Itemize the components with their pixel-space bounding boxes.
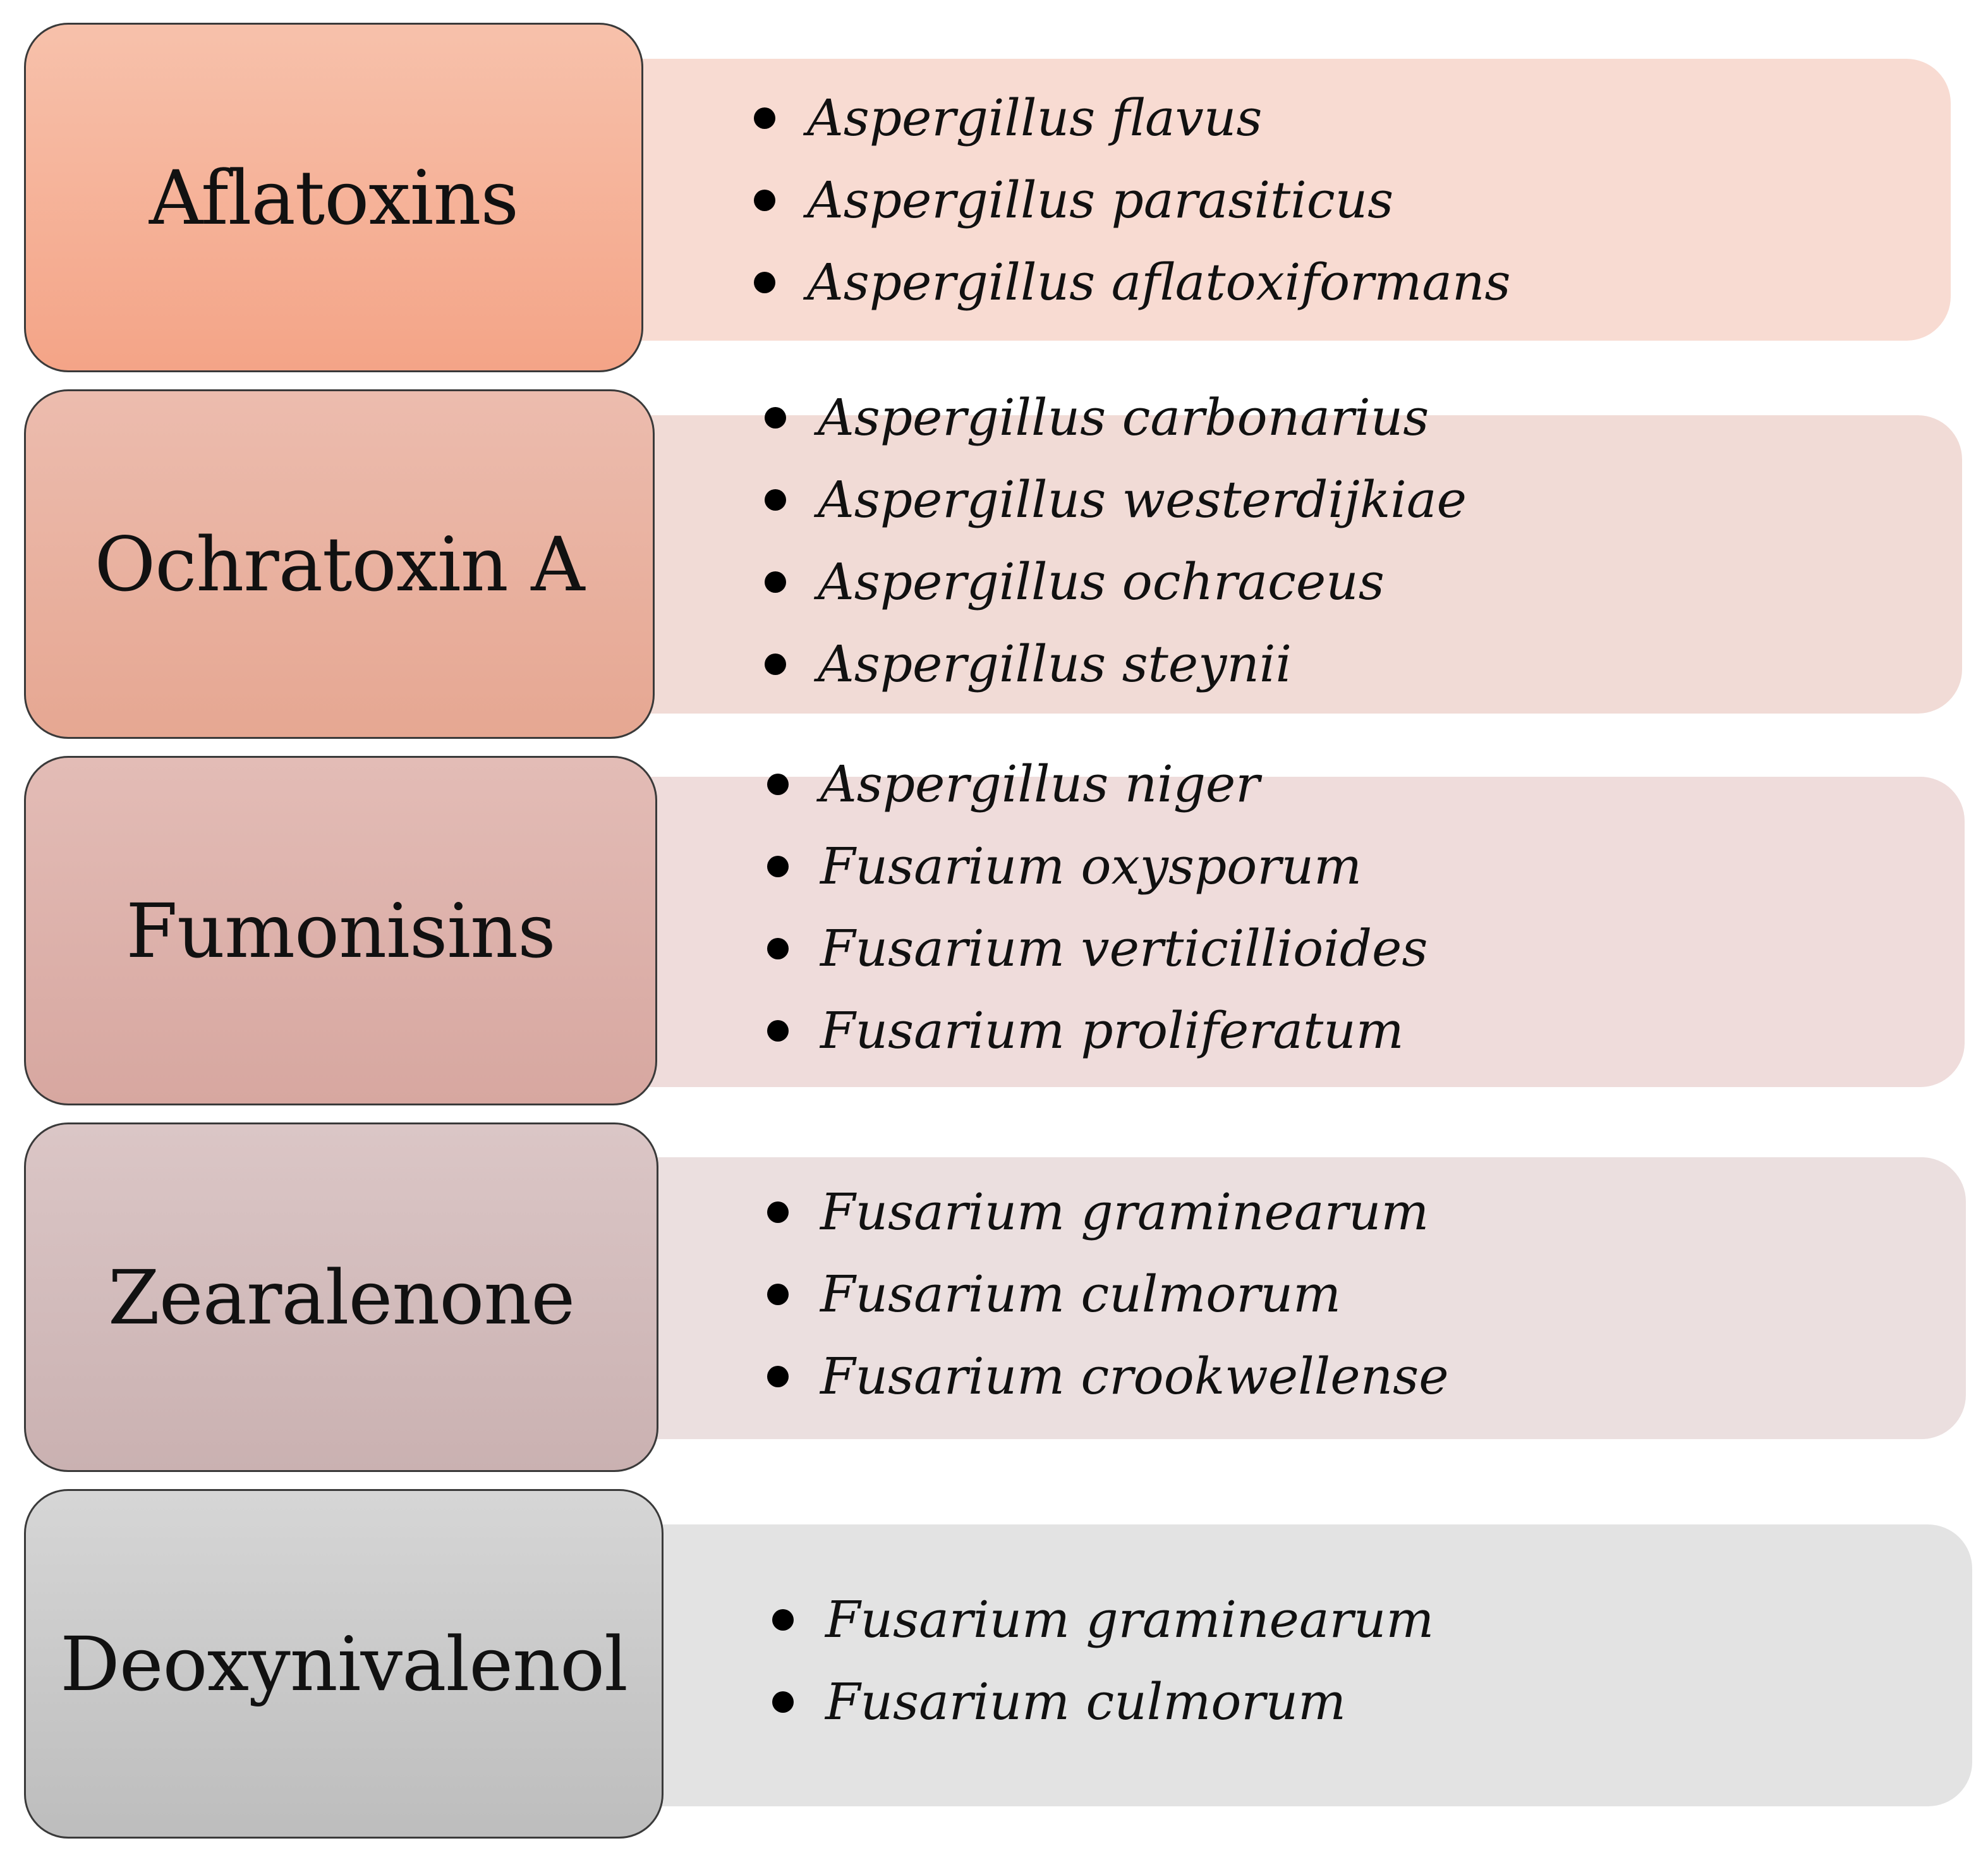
species-name: Fusarium proliferatum [820,1001,1404,1060]
species-list [772,1579,1434,1743]
toxin-label: Zearalenone [107,1253,575,1341]
bullet-icon [767,1201,789,1223]
species-name: Fusarium verticillioides [820,919,1428,978]
list-item [765,459,1467,541]
bullet-icon [772,1609,794,1631]
list-item [765,541,1467,623]
toxin-label: Fumonisins [126,887,555,975]
toxin-box-deoxynivalenol [24,1489,664,1839]
list-item [767,1253,1449,1335]
row-aflatoxins [0,23,1988,372]
toxin-box-ochratoxin-a [24,389,655,739]
species-name: Fusarium culmorum [825,1672,1346,1731]
species-name: Aspergillus aflatoxiformans [807,253,1511,312]
species-list [765,377,1467,705]
species-list [754,77,1511,324]
bullet-icon [754,190,775,211]
toxin-label: Aflatoxins [148,154,519,241]
bullet-icon [767,1284,789,1305]
list-item [767,825,1427,908]
species-name: Aspergillus carbonarius [818,388,1429,447]
list-item [767,743,1427,825]
toxin-label: Deoxynivalenol [60,1620,627,1708]
row-zearalenone [0,1122,1988,1472]
bullet-icon [765,407,786,429]
list-item [772,1579,1434,1661]
list-item [772,1661,1434,1743]
bullet-icon [765,489,786,511]
row-ochratoxin-a [0,389,1988,739]
list-item [765,377,1467,459]
bullet-icon [767,1366,789,1387]
list-item [754,241,1511,324]
species-name: Fusarium graminearum [820,1183,1429,1241]
species-list [767,743,1427,1072]
bullet-icon [767,774,789,795]
list-item [754,77,1511,159]
bullet-icon [767,938,789,959]
species-name: Fusarium crookwellense [820,1347,1449,1406]
list-item [754,159,1511,241]
species-name: Aspergillus steynii [818,635,1292,693]
species-name: Fusarium graminearum [825,1590,1434,1649]
species-name: Fusarium culmorum [820,1265,1341,1323]
list-item [767,1335,1449,1418]
species-name: Aspergillus niger [820,755,1260,813]
list-item [767,1171,1449,1253]
row-fumonisins [0,756,1988,1105]
bullet-icon [754,272,775,293]
list-item [767,908,1427,990]
bullet-icon [772,1691,794,1713]
species-name: Aspergillus parasiticus [807,171,1394,229]
species-list [767,1171,1449,1418]
species-name: Aspergillus westerdijkiae [818,470,1467,529]
bullet-icon [754,107,775,129]
species-name: Fusarium oxysporum [820,837,1362,896]
bullet-icon [765,654,786,675]
species-name: Aspergillus ochraceus [818,552,1385,611]
row-deoxynivalenol [0,1489,1988,1839]
species-name: Aspergillus flavus [807,88,1263,147]
list-item [765,623,1467,705]
bullet-icon [767,856,789,877]
bullet-icon [767,1020,789,1042]
toxin-label: Ochratoxin A [94,520,585,608]
toxin-box-zearalenone [24,1122,658,1472]
toxin-box-aflatoxins [24,23,643,372]
bullet-icon [765,571,786,593]
toxin-box-fumonisins [24,756,657,1105]
list-item [767,990,1427,1072]
